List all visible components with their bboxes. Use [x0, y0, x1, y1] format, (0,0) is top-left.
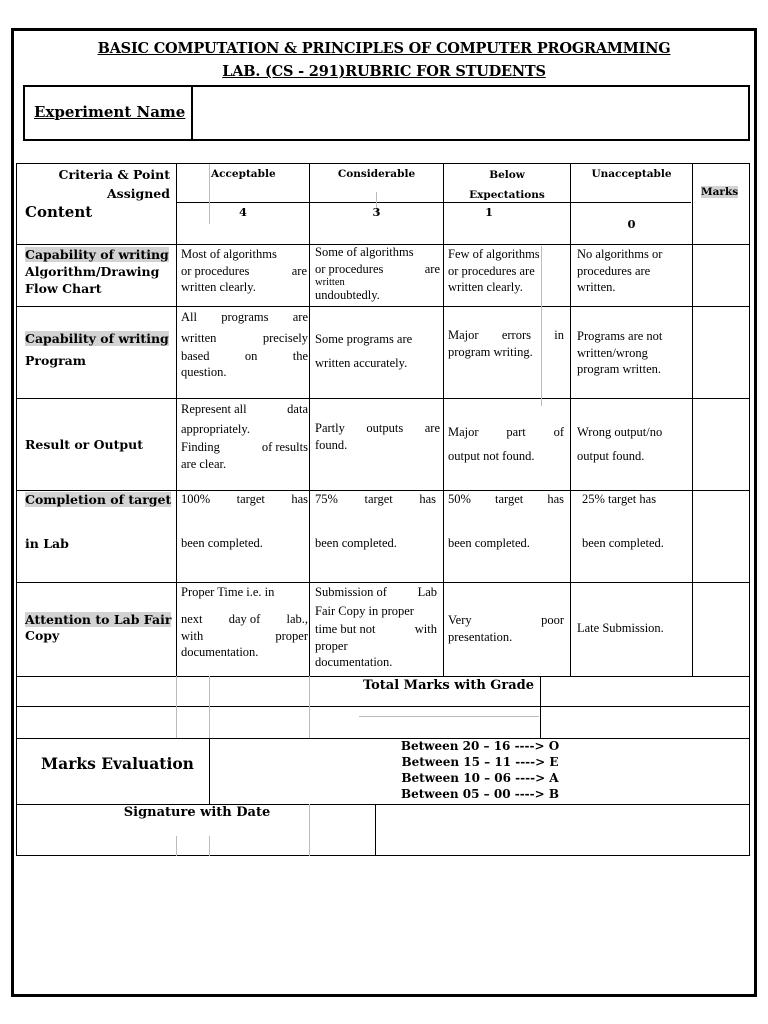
cell-line: procedures are [577, 263, 651, 278]
criteria-header-line1: Criteria & Point [58, 167, 170, 182]
completion-acceptable: 100% target has been completed. [181, 492, 308, 550]
cell-line: Some programs are [315, 332, 413, 346]
rule [540, 676, 541, 738]
algorithm-considerable: Some of algorithms or procedures are written undoubtedly. [315, 245, 440, 302]
rule [359, 716, 539, 717]
grade-line: Between 05 – 00 ----> B [400, 787, 560, 801]
considerable-points: 3 [372, 205, 381, 219]
cell-line: Proper Time i.e. in [181, 585, 275, 599]
rule [309, 676, 310, 738]
criteria-text: Result or Output [25, 437, 143, 452]
grade-scale [210, 738, 750, 802]
completion-below: 50% target has been completed. [448, 492, 564, 550]
result-unacceptable [577, 420, 689, 468]
cell-line: output not found. [448, 449, 535, 463]
cell-line: are clear. [181, 456, 227, 471]
below-points: 1 [484, 205, 493, 219]
rule [176, 676, 177, 738]
rule [570, 164, 571, 676]
experiment-name-label: Experiment Name [34, 103, 186, 121]
cell-line: undoubtedly. [315, 288, 380, 302]
criteria-text: Capability of writing [25, 331, 169, 346]
rule [209, 836, 210, 856]
cell-line: appropriately. [181, 422, 250, 436]
rule [692, 164, 693, 676]
criteria-completion [25, 491, 173, 552]
rule [375, 804, 376, 856]
cell-line: Some of algorithms [315, 245, 414, 259]
program-unacceptable [577, 328, 689, 378]
fair-copy-considerable: Submission of Lab Fair Copy in proper time but not with proper documentation. [315, 585, 437, 669]
document-title-line2: LAB. (CS - 291)RUBRIC FOR STUDENTS [222, 63, 546, 80]
total-marks-label: Total Marks with Grade [362, 678, 535, 693]
cell-line: written [315, 277, 345, 288]
cell-line: Late Submission. [577, 621, 664, 635]
completion-considerable: 75% target has been completed. [315, 492, 436, 550]
cell-line: proper [315, 638, 348, 653]
acceptable-header: Acceptable [211, 168, 276, 180]
algorithm-unacceptable [577, 246, 689, 296]
criteria-text: Algorithm/Drawing [25, 264, 160, 279]
cell-line: Programs are not [577, 329, 663, 343]
cell-line: been completed. [448, 535, 530, 550]
grade-line: Between 20 – 16 ----> O [400, 739, 560, 753]
criteria-text: Flow Chart [25, 281, 102, 296]
rule [17, 398, 750, 399]
rubric-table [16, 163, 750, 856]
rule [176, 836, 177, 856]
cell-line: written clearly. [448, 280, 523, 294]
cell-line: documentation. [315, 655, 393, 669]
experiment-divider [191, 87, 193, 139]
signature-label: Signature with Date [123, 805, 271, 820]
cell-line: program writing. [448, 344, 533, 359]
acceptable-points: 4 [238, 205, 247, 219]
marks-header-text: Marks [701, 186, 739, 198]
program-acceptable: All programs are written precisely based on the question. [181, 310, 308, 379]
completion-unacceptable [582, 491, 692, 551]
criteria-header [27, 166, 170, 202]
criteria-result [25, 436, 173, 453]
algorithm-acceptable: Most of algorithms or procedures are written clearly. [181, 247, 307, 294]
cell-line: written. [577, 280, 616, 294]
cell-line: written accurately. [315, 356, 408, 370]
criteria-text: Copy [25, 628, 60, 643]
rule [176, 202, 691, 203]
fair-copy-acceptable: Proper Time i.e. in next day of lab., with proper documentation. [181, 585, 308, 659]
criteria-text: in Lab [25, 536, 69, 551]
criteria-header-line2: Assigned [106, 186, 170, 201]
unacceptable-points: 0 [627, 217, 636, 231]
cell-line: Wrong output/no [577, 425, 663, 439]
cell-line: presentation. [448, 629, 513, 644]
cell-line: found. [315, 437, 348, 452]
rule [17, 706, 750, 707]
document-title-line1: BASIC COMPUTATION & PRINCIPLES OF COMPUTER PROGRAMMING [97, 40, 671, 57]
fair-copy-unacceptable [577, 620, 689, 637]
grade-line: Between 15 – 11 ----> E [401, 755, 559, 769]
below-header-line1: Below [489, 169, 525, 181]
marks-header [701, 184, 738, 201]
criteria-text: Attention to Lab Fair [25, 612, 172, 627]
grade-line: Between 10 – 06 ----> A [401, 771, 559, 785]
cell-line: program written. [577, 362, 662, 376]
rule [309, 164, 310, 676]
cell-line: or procedures are [448, 263, 535, 278]
cell-line: Few of algorithms [448, 247, 540, 261]
criteria-fair-copy [25, 612, 173, 644]
unacceptable-header: Unacceptable [591, 168, 672, 180]
below-expectations-header [444, 165, 570, 205]
cell-line: output found. [577, 449, 645, 463]
below-header-line2: Expectations [469, 189, 545, 201]
cell-line: No algorithms or [577, 247, 663, 261]
cell-line: written/wrong [577, 345, 648, 360]
fair-copy-below: Very poor presentation. [448, 613, 564, 644]
algorithm-below [448, 246, 568, 296]
cell-line: Most of algorithms [181, 247, 277, 261]
result-acceptable: Represent all data appropriately. Finding of results are clear. [181, 402, 308, 471]
rule [17, 306, 750, 307]
cell-line: written clearly. [181, 280, 256, 294]
cell-line: documentation. [181, 645, 259, 659]
considerable-header: Considerable [337, 168, 416, 180]
criteria-text: Completion of target [25, 492, 172, 507]
rule [176, 164, 177, 676]
cell-line: 25% target has [582, 492, 657, 506]
criteria-algorithm [25, 246, 173, 297]
rule [443, 164, 444, 676]
rule [17, 676, 750, 677]
program-considerable [315, 327, 440, 375]
criteria-text: Program [25, 353, 86, 368]
cell-line: Fair Copy in proper [315, 604, 414, 618]
rule [209, 676, 210, 738]
result-below: Major part of output not found. [448, 420, 564, 468]
criteria-text: Capability of writing [25, 247, 169, 262]
cell-line: question. [181, 365, 227, 379]
marks-evaluation-label: Marks Evaluation [41, 754, 194, 773]
cell-line: been completed. [315, 535, 397, 550]
result-considerable: Partly outputs are found. [315, 421, 440, 452]
cell-line: been completed. [181, 535, 263, 550]
experiment-name-box [23, 85, 750, 141]
content-label: Content [25, 203, 93, 221]
criteria-program [25, 328, 173, 372]
cell-line: been completed. [582, 535, 664, 550]
program-below: Major errors in program writing. [448, 328, 564, 359]
